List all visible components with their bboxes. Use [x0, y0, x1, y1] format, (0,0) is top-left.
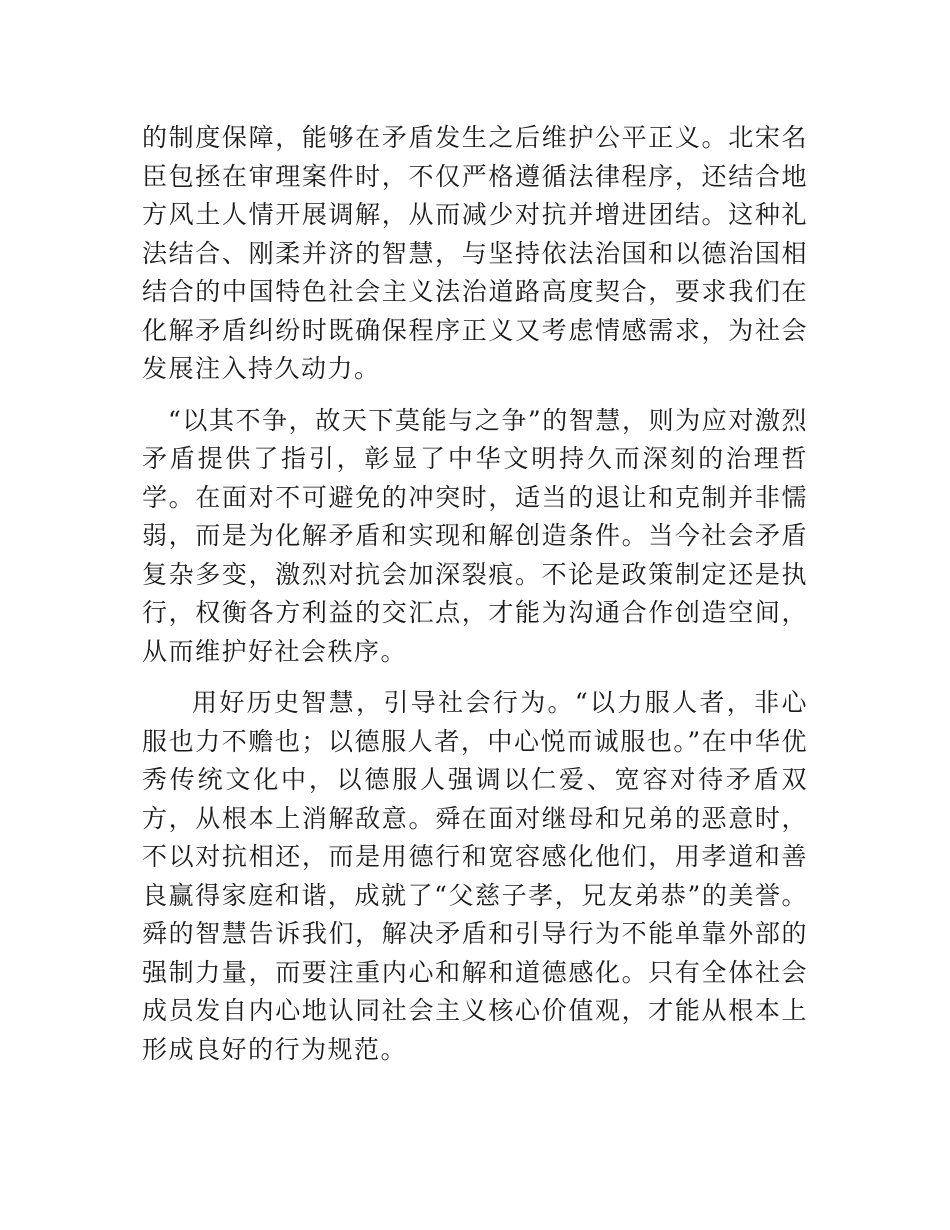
- paragraph-quote-buzheng: “以其不争，故天下莫能与之争”的智慧，则为应对激烈矛盾提供了指引，彰显了中华文明持久而深刻的治理哲学。在面对不可避免的冲突时，适当的退让和克制并非懦弱，而是为化解矛盾和实现和解创造条件。当今社会矛盾复杂多变，激烈对抗会加深裂痕。不论是政策制定还是执行，权衡各方利益的交汇点，才能为沟通合作创造空间，从而维护好社会秩序。: [142, 405, 808, 666]
- document-page: [142, 119, 808, 1082]
- paragraph-historical-wisdom: 用好历史智慧，引导社会行为。“以力服人者，非心服也力不赡也；以德服人者，中心悦而诚服也。”在中华优秀传统文化中，以德服人强调以仁爱、宽容对待矛盾双方，从根本上消解敌意。舜在面对继母和兄弟的恶意时，不以对抗相还，而是用德行和宽容感化他们，用孝道和善良赢得家庭和谐，成就了“父慈子孝，兄友弟恭”的美誉。舜的智慧告诉我们，解决矛盾和引导行为不能单靠外部的强制力量，而要注重内心和解和道德感化。只有全体社会成员发自内心地认同社会主义核心价值观，才能从根本上形成良好的行为规范。: [142, 688, 808, 1064]
- paragraph-continuation: 的制度保障，能够在矛盾发生之后维护公平正义。北宋名臣包拯在审理案件时，不仅严格遵循法律程序，还结合地方风土人情开展调解，从而减少对抗并增进团结。这种礼法结合、刚柔并济的智慧，与坚持依法治国和以德治国相结合的中国特色社会主义法治道路高度契合，要求我们在化解矛盾纠纷时既确保程序正义又考虑情感需求，为社会发展注入持久动力。: [142, 123, 808, 383]
